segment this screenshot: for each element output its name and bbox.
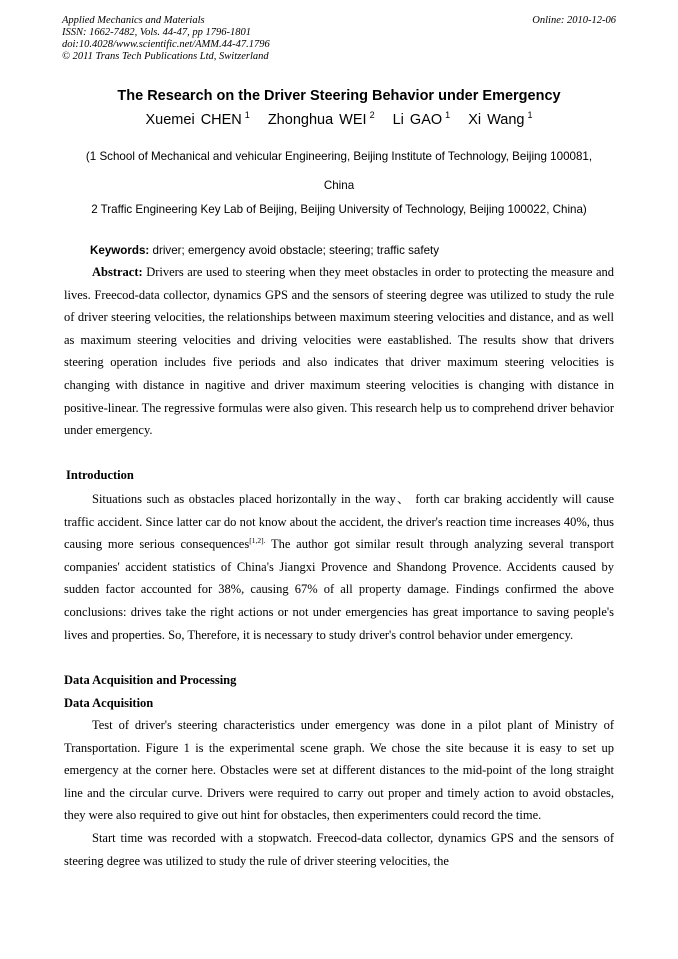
copyright-line: © 2011 Trans Tech Publications Ltd, Switzerland bbox=[62, 51, 269, 62]
section-heading: Data Acquisition and Processing bbox=[64, 673, 237, 687]
keywords-label: Keywords: bbox=[90, 244, 150, 257]
subsection-heading: Data Acquisition bbox=[64, 696, 154, 710]
issn-line: ISSN: 1662-7482, Vols. 44-47, pp 1796-1801 bbox=[62, 27, 251, 38]
author: Xi Wang $^1$ bbox=[468, 110, 533, 128]
keywords bbox=[90, 244, 439, 257]
keywords-text: driver; emergency avoid obstacle; steering; traffic safety bbox=[152, 244, 440, 257]
introduction-body bbox=[64, 488, 614, 646]
abstract-paragraph bbox=[64, 261, 614, 442]
author: Xuemei CHEN $^1$ bbox=[145, 110, 250, 128]
data-acquisition-body bbox=[64, 714, 614, 872]
affiliation-line-1: (1 School of Mechanical and vehicular Engineering, Beijing Institute of Technology, Beijing 100081, bbox=[85, 150, 593, 163]
abstract-text: Drivers are used to steering when they meet obstacles in order to protecting the measure and lives. Freecod-data collector, dynamics GPS and the sensors of steering degree was utilized to study the rule of driver steering velocities, the relationships between maximum steering velocities and distance, and as well as maximum steering velocities and driving velocities were eastablished. The results show that drivers steering operation includes five periods and also indicates that driver maximum steering velocities is changing with distance in nagitive and driver maximum steering velocities is changing with distance in positive-linear. The regressive formulas were also given. This research help us to comprehend driver behavior under emergency. bbox=[64, 265, 614, 438]
introduction-paragraph: Situations such as obstacles placed horizontally in the way、 forth car braking accidently will cause traffic accident. Since latter car do not know about the accident, the driver's reaction time increases 40%, thus causing more serious consequences$^{[1,2].}$ The author got similar result through analyzing several transport companies' accident statistics of China's Jiangxi Provence and Shandong Provence. Accidents caused by sudden factor accounted for 38%, causing 67% of all property damage. Findings confirmed the above conclusions: drives take the right actions or not under emergencies has great importance to saving people's lives and properties. So, Therefore, it is necessary to study driver's control behavior under emergency. bbox=[64, 492, 615, 642]
author-list bbox=[0, 110, 678, 128]
paper-title: The Research on the Driver Steering Behavior under Emergency bbox=[117, 88, 561, 104]
abstract-label: Abstract: bbox=[92, 265, 143, 279]
journal-name: Applied Mechanics and Materials bbox=[62, 15, 205, 26]
online-date: Online: 2010-12-06 bbox=[532, 15, 616, 26]
author: Li GAO $^1$ bbox=[392, 110, 451, 128]
introduction-heading: Introduction bbox=[66, 468, 134, 482]
abstract bbox=[64, 261, 614, 442]
citation-ref: [1,2]. bbox=[249, 536, 266, 546]
author: Zhonghua WEI $^2$ bbox=[267, 110, 375, 128]
affiliation-line-2: China bbox=[323, 179, 355, 192]
doi-line: doi:10.4028/www.scientific.net/AMM.44-47.1796 bbox=[62, 39, 270, 50]
journal-header bbox=[62, 15, 270, 63]
body-paragraph: Test of driver's steering characteristics under emergency was done in a pilot plant of Ministry of Transportation. Figure 1 is the experimental scene graph. We chose the site because it is easy to set up emergency at the corner here. Obstacles were set at different distances to the mid-point of the long straight line and the circular curve. Drivers were required to carry out proper and timely action to avoid obstacles, they were also required to give out hint for obstacles, then experimenters could record the time. bbox=[64, 718, 614, 823]
body-paragraph: Start time was recorded with a stopwatch. Freecod-data collector, dynamics GPS and the sensors of steering degree was utilized to study the rule of driver steering velocities, the bbox=[64, 830, 614, 868]
affiliation-line-3: 2 Traffic Engineering Key Lab of Beijing, Beijing University of Technology, Beijing 100022, China) bbox=[91, 203, 587, 216]
